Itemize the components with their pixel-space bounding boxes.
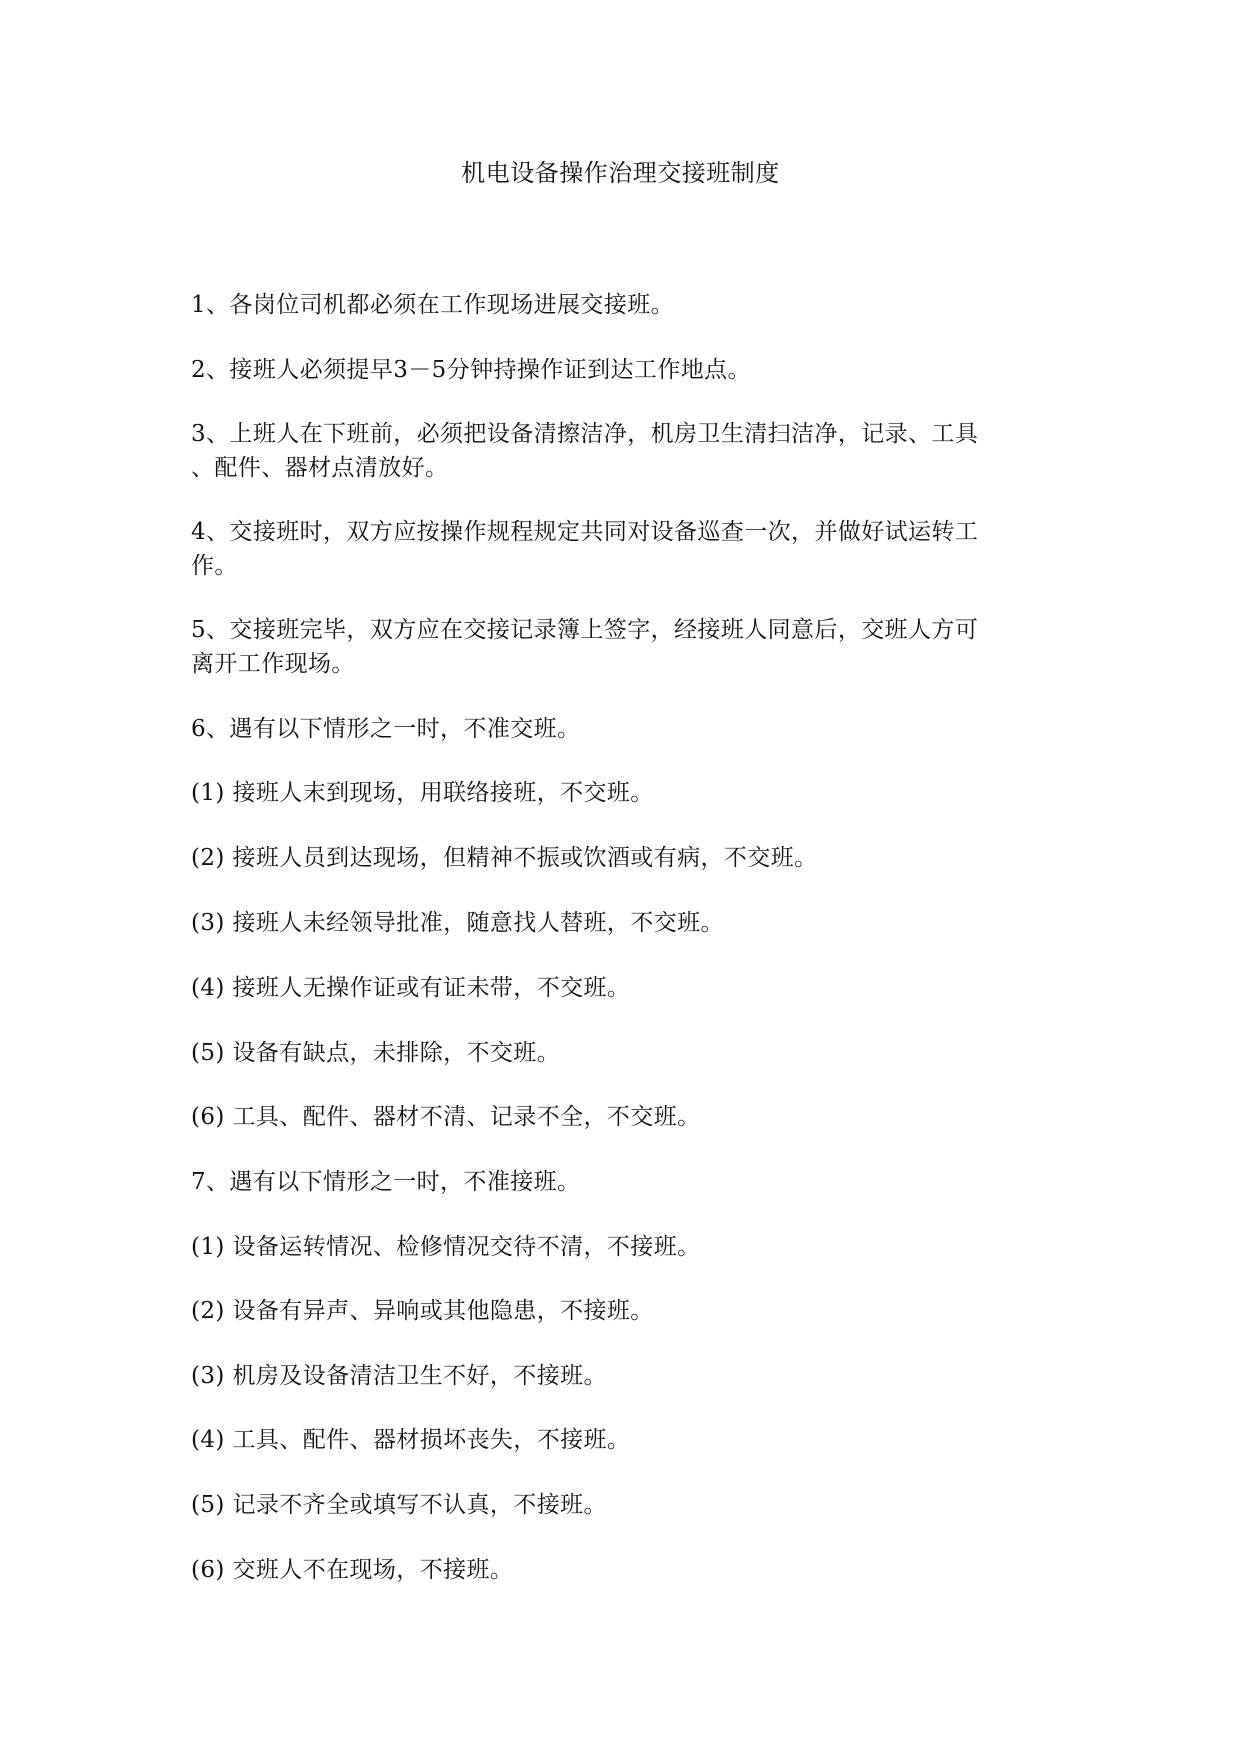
rule-line: 5、交接班完毕，双方应在交接记录簿上签字，经接班人同意后，交班人方可 <box>191 617 979 643</box>
rule-line: (3) 接班人未经领导批准，随意找人替班，不交班。 <box>191 910 724 936</box>
sub-item-6-6 <box>191 1100 1041 1134</box>
rule-line: (3) 机房及设备清洁卫生不好，不接班。 <box>191 1363 607 1389</box>
rule-line: 4、交接班时，双方应按操作规程规定共同对设备巡查一次，并做好试运转工 <box>191 519 979 545</box>
rule-line: 3、上班人在下班前，必须把设备清擦洁净，机房卫生清扫洁净，记录、工具 <box>191 421 979 447</box>
rule-line: 离开工作现场。 <box>191 651 355 677</box>
document-title: 机电设备操作治理交接班制度 <box>461 159 780 187</box>
rule-line: (1) 接班人末到现场，用联络接班，不交班。 <box>191 780 654 806</box>
sub-item-6-4 <box>191 971 1041 1005</box>
rule-item-5 <box>191 613 1041 681</box>
rule-line: (1) 设备运转情况、检修情况交待不清，不接班。 <box>191 1234 701 1260</box>
rule-line: (2) 接班人员到达现场，但精神不振或饮酒或有病，不交班。 <box>191 845 818 871</box>
rule-line: (6) 工具、配件、器材不清、记录不全，不交班。 <box>191 1104 701 1130</box>
sub-item-6-2 <box>191 841 1041 875</box>
sub-item-7-6 <box>191 1553 1041 1587</box>
rule-item-2 <box>191 353 1041 387</box>
rule-line: (5) 设备有缺点，未排除，不交班。 <box>191 1040 561 1066</box>
sub-item-7-1 <box>191 1230 1041 1264</box>
rule-line: 7、遇有以下情形之一时，不准接班。 <box>191 1169 581 1195</box>
rule-line: (2) 设备有异声、异响或其他隐患，不接班。 <box>191 1298 654 1324</box>
rule-line: (4) 工具、配件、器材损坏丧失，不接班。 <box>191 1427 631 1453</box>
sub-item-7-3 <box>191 1359 1041 1393</box>
rule-line: 、配件、器材点清放好。 <box>191 455 449 481</box>
rule-item-4 <box>191 515 1041 583</box>
rule-item-6 <box>191 712 1041 746</box>
rule-line: (5) 记录不齐全或填写不认真，不接班。 <box>191 1492 607 1518</box>
sub-item-7-5 <box>191 1488 1041 1522</box>
rule-item-3 <box>191 417 1041 485</box>
sub-item-6-1 <box>191 776 1041 810</box>
sub-item-7-4 <box>191 1423 1041 1457</box>
rule-line: (4) 接班人无操作证或有证未带，不交班。 <box>191 975 631 1001</box>
rule-item-7 <box>191 1165 1041 1199</box>
rule-line: 作。 <box>191 553 238 579</box>
sub-item-7-2 <box>191 1294 1041 1328</box>
rule-line: 6、遇有以下情形之一时，不准交班。 <box>191 716 581 742</box>
sub-item-6-5 <box>191 1036 1041 1070</box>
sub-item-6-3 <box>191 906 1041 940</box>
rule-line: (6) 交班人不在现场，不接班。 <box>191 1557 514 1583</box>
rule-item-1 <box>191 288 1041 322</box>
rule-line: 1、各岗位司机都必须在工作现场进展交接班。 <box>191 292 675 318</box>
rule-line: 2、接班人必须提早3－5分钟持操作证到达工作地点。 <box>191 357 751 383</box>
